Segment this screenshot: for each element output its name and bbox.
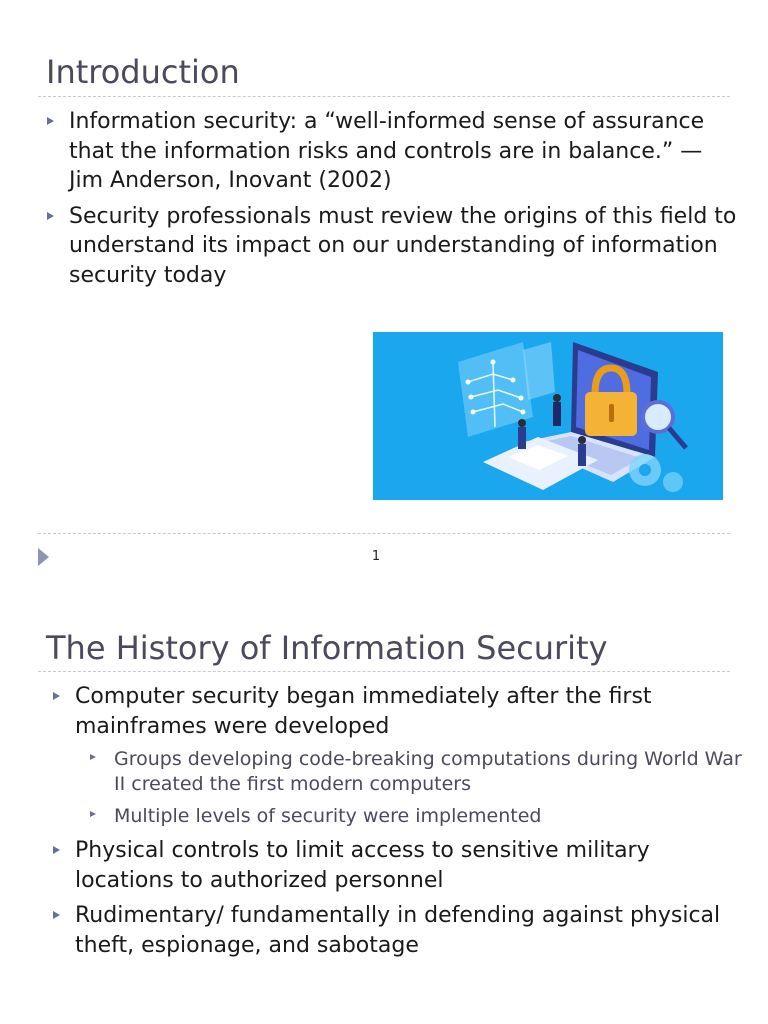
slide-history [0,590,768,1024]
bullet-arrow-icon [90,811,96,817]
footer-divider [38,533,730,534]
bullet-item [44,836,744,895]
bullet-item [44,682,744,741]
bullet-item [44,901,744,960]
bullet-text: Physical controls to limit access to sensitive military locations to authorized personnel [75,838,650,893]
bullet-text: Information security: a “well-informed sense of assurance that the information risks and controls are in balance.” — Jim Anderson, Inovant (2002) [69,109,705,193]
bullet-arrow-icon [47,117,54,125]
bullet-item [38,202,738,291]
bullet-arrow-icon [90,754,96,760]
slide-title: Introduction [46,53,240,91]
bullet-text: Multiple levels of security were implemented [114,805,542,827]
security-illustration-graphic [373,332,723,500]
security-illustration [373,332,723,500]
bullet-arrow-icon [53,846,60,854]
gear-icon [629,454,683,492]
bullet-arrow-icon [53,911,60,919]
slide-marker-icon [38,548,49,566]
bullet-arrow-icon [53,692,60,700]
sub-bullet-item [44,804,744,829]
bullet-item [38,107,738,196]
title-divider [38,96,730,97]
bullet-text: Rudimentary/ fundamentally in defending against physical theft, espionage, and sabotage [75,903,721,958]
bullet-list [44,682,744,966]
title-divider [38,671,730,672]
bullet-text: Computer security began immediately after the first mainframes were developed [75,684,652,739]
slide-title: The History of Information Security [46,629,608,667]
circuit-icon [458,342,555,437]
page-number: 1 [371,549,381,564]
bullet-text: Security professionals must review the origins of this field to understand its impact on our understanding of information security today [69,203,737,288]
sub-bullet-item [44,747,744,797]
bullet-arrow-icon [47,212,54,220]
bullet-text: Groups developing code-breaking computations during World War II created the first modern computers [114,748,742,795]
bullet-list [38,107,738,296]
